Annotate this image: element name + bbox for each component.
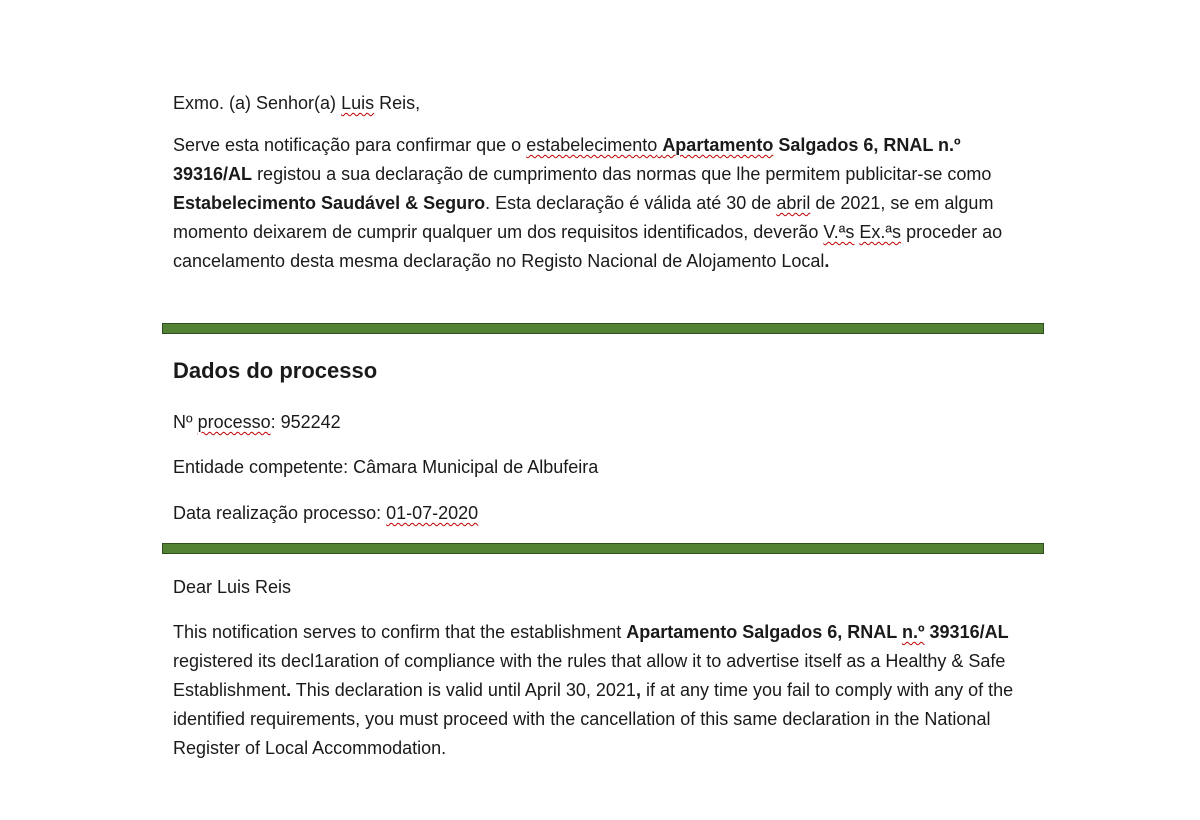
pt-text-squiggle: estabelecimento [526, 135, 658, 155]
en-text-squiggle: n.º [901, 622, 925, 642]
pt-text-squiggle: V.ªs [823, 222, 855, 242]
pt-text: proceder ao cancelamento desta mesma declaração no Registo Nacional de Alojamento Local [173, 222, 1003, 271]
pt-greeting-prefix: Exmo. (a) Senhor(a) [173, 93, 342, 113]
pt-notification-text [173, 131, 1043, 276]
en-notification-text [173, 618, 1043, 763]
process-date-value: 01-07-2020 [386, 503, 479, 523]
en-greeting: Dear Luis Reis [173, 577, 292, 597]
pt-greeting-name-rest: Reis, [374, 93, 421, 113]
pt-text: . Esta declaração é válida até 30 de [485, 193, 777, 213]
en-text: registered its decl1aration of compliance with the rules that allow it to advertise itself as a Healthy & Safe Establishment [173, 651, 1006, 700]
section-divider [162, 323, 1044, 334]
process-number-word: processo [197, 412, 271, 432]
process-entity: Entidade competente: Câmara Municipal de Albufeira [173, 457, 599, 477]
pt-establishment-name: Apartamento [662, 135, 774, 155]
pt-text: de 2021, se em algum momento deixarem de cumprir qualquer um dos requisitos identificados, deverão [173, 193, 994, 242]
en-text-period: . [286, 680, 292, 700]
pt-seal-name: Estabelecimento Saudável & Seguro [173, 193, 486, 213]
process-number-prefix: Nº [173, 412, 198, 432]
pt-text: registou a sua declaração de cumprimento das normas que lhe permitem publicitar-se como [252, 164, 992, 184]
en-text: This declaration is valid until April 30, 2021 [291, 680, 636, 700]
en-establishment-name: Apartamento Salgados 6, RNAL [626, 622, 902, 642]
en-text: This notification serves to confirm that the establishment [173, 622, 627, 642]
process-number-value: : 952242 [270, 412, 341, 432]
en-establishment-rnal: 39316/AL [924, 622, 1009, 642]
en-text: if at any time you fail to comply with any of the identified requirements, you must proceed with the cancellation of this same declaration in the National Register of Local Accommodation. [173, 680, 1014, 758]
pt-greeting-name: Luis [341, 93, 375, 113]
process-date-label: Data realização processo: [173, 503, 387, 523]
pt-greeting [173, 89, 420, 118]
pt-text: Serve esta notificação para confirmar que o [173, 135, 527, 155]
section-divider [162, 543, 1044, 554]
pt-establishment-rnal: Salgados 6, RNAL n.º 39316/AL [173, 135, 961, 184]
pt-text-squiggle: Ex.ªs [859, 222, 902, 242]
process-heading: Dados do processo [173, 358, 378, 383]
pt-text-end: . [824, 251, 830, 271]
process-date [173, 500, 478, 526]
en-text-comma: , [635, 680, 641, 700]
pt-text-squiggle: abril [776, 193, 811, 213]
process-number [173, 409, 341, 435]
